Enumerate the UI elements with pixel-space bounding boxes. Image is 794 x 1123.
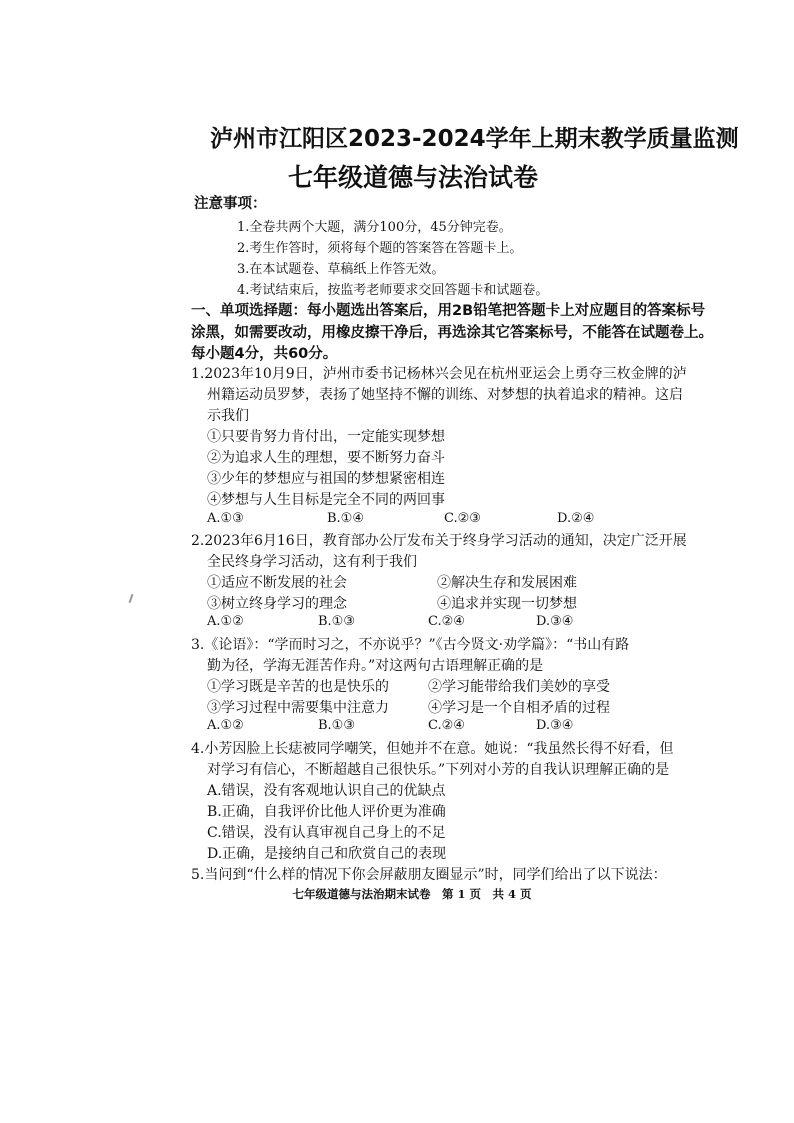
q3-option-d: D.③④ <box>536 718 574 733</box>
page-footer: 七年级道德与法治期末试卷 第 1 页 共 4 页 <box>292 887 532 901</box>
q3-item-2: ②学习能带给我们美妙的享受 <box>428 679 610 695</box>
notice-item-4: 4.考试结束后，按监考老师要求交回答题卡和试题卷。 <box>237 283 549 298</box>
q1-item-4: ④梦想与人生目标是完全不同的两回事 <box>207 492 445 508</box>
q3-stem-line-2: 勤为径，学海无涯苦作舟。”对这两句古语理解正确的是 <box>207 658 544 674</box>
q2-stem-line-2: 全民终身学习活动，这有利于我们 <box>207 554 417 570</box>
section-instruction-line-1: 一、单项选择题：每小题选出答案后，用2B铅笔把答题卡上对应题目的答案标号 <box>191 303 706 319</box>
q4-stem-line-1: 4.小芳因脸上长痣被同学嘲笑，但她并不在意。她说：“我虽然长得不好看，但 <box>191 741 674 757</box>
q1-option-a: A.①③ <box>207 511 244 526</box>
q4-option-b: B.正确，自我评价比他人评价更为准确 <box>207 804 446 820</box>
q1-item-2: ②为追求人生的理想，要不断努力奋斗 <box>207 450 445 466</box>
q3-option-a: A.①② <box>207 718 244 733</box>
section-instruction-line-2: 涂黑，如需要改动，用橡皮擦干净后，再选涂其它答案标号，不能答在试题卷上。 <box>191 325 713 341</box>
q1-stem-line-2: 州籍运动员罗梦，表扬了她坚持不懈的训练、对梦想的执着追求的精神。这启 <box>207 387 683 403</box>
q2-option-b: B.①③ <box>318 614 355 629</box>
q2-option-a: A.①② <box>207 614 244 629</box>
q3-item-1: ①学习既是辛苦的也是快乐的 <box>207 679 389 695</box>
q1-stem-line-3: 示我们 <box>207 408 249 424</box>
q1-option-d: D.②④ <box>557 511 595 526</box>
q3-item-4: ④学习是一个自相矛盾的过程 <box>428 700 610 716</box>
q4-stem-line-2: 对学习有信心，不断超越自己很快乐。”下列对小芳的自我认识理解正确的是 <box>207 762 670 778</box>
q3-option-b: B.①③ <box>318 718 355 733</box>
q2-item-2: ②解决生存和发展困难 <box>437 575 577 591</box>
notice-heading: 注意事项： <box>194 196 267 212</box>
q2-item-4: ④追求并实现一切梦想 <box>437 596 577 612</box>
q1-item-1: ①只要肯努力肯付出，一定能实现梦想 <box>207 429 445 445</box>
exam-subtitle: 七年级道德与法治试卷 <box>287 163 538 192</box>
q1-option-b: B.①④ <box>327 511 364 526</box>
q2-item-3: ③树立终身学习的理念 <box>207 596 347 612</box>
q5-stem-line-1: 5.当问到“什么样的情况下你会屏蔽朋友圈显示”时，同学们给出了以下说法： <box>191 867 667 883</box>
notice-item-3: 3.在本试题卷、草稿纸上作答无效。 <box>237 262 445 277</box>
q2-option-d: D.③④ <box>536 614 574 629</box>
notice-item-2: 2.考生作答时，须将每个题的答案答在答题卡上。 <box>237 241 523 256</box>
q2-option-c: C.②④ <box>428 614 465 629</box>
q2-stem-line-1: 2.2023年6月16日，教育部办公厅发布关于终身学习活动的通知，决定广泛开展 <box>191 533 687 549</box>
q4-option-a: A.错误，没有客观地认识自己的优缺点 <box>207 783 446 799</box>
q4-option-c: C.错误，没有认真审视自己身上的不足 <box>207 825 446 841</box>
q3-item-3: ③学习过程中需要集中注意力 <box>207 700 389 716</box>
section-instruction-line-3: 每小题4分，共60分。 <box>191 346 338 362</box>
q4-option-d: D.正确，是接纳自己和欣赏自己的表现 <box>207 846 447 862</box>
q3-option-c: C.②④ <box>428 718 465 733</box>
notice-item-1: 1.全卷共两个大题，满分100分，45分钟完卷。 <box>237 220 512 235</box>
q2-item-1: ①适应不断发展的社会 <box>207 575 347 591</box>
scan-speck <box>129 594 134 603</box>
q1-stem-line-1: 1.2023年10月9日，泸州市委书记杨林兴会见在杭州亚运会上勇夺三枚金牌的泸 <box>191 366 687 382</box>
exam-title: 泸州市江阳区2023-2024学年上期末教学质量监测 <box>210 126 739 152</box>
q1-item-3: ③少年的梦想应与祖国的梦想紧密相连 <box>207 471 445 487</box>
q1-option-c: C.②③ <box>444 511 481 526</box>
q3-stem-line-1: 3.《论语》：“学而时习之，不亦说乎？”《古今贤文·劝学篇》：“书山有路 <box>191 637 630 653</box>
